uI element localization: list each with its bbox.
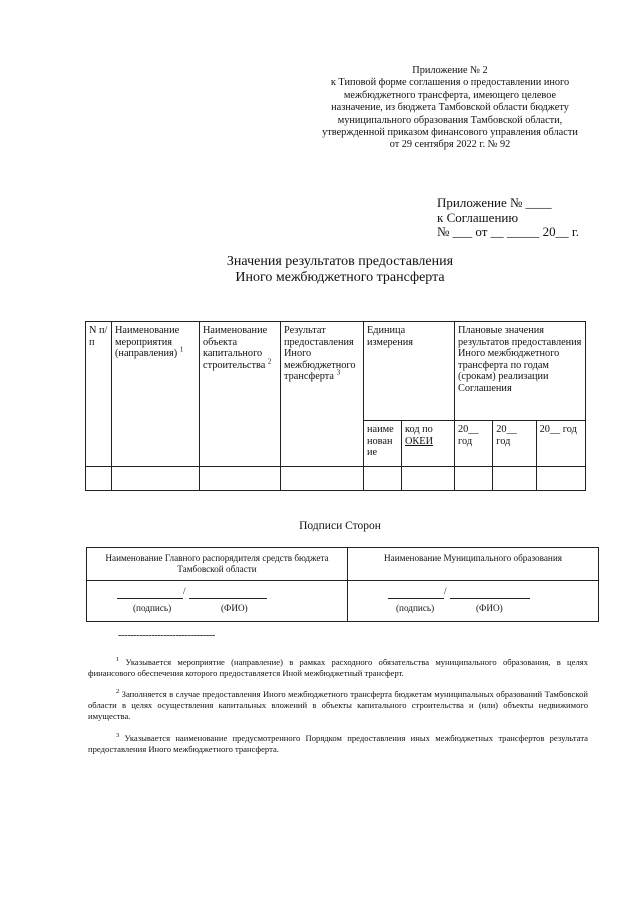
title-line-1: Значения результатов предоставления	[226, 254, 454, 269]
appendix-line: к Типовой форме соглашения о предоставлении иного	[330, 77, 570, 89]
appendix-line: Приложение № 2	[412, 65, 488, 76]
footnote-3-text: Указывается наименование предусмотренного Порядком предоставления иных межбюджетных трансфертов результата предоставления Иного межбюджетного трансферта.	[88, 733, 588, 754]
subheader-unit-name: наиме нован ие	[364, 421, 402, 467]
table-cell	[364, 467, 402, 491]
right-signature-cell: / (подпись) (ФИО)	[348, 581, 599, 622]
left-party-name: Наименование Главного распорядителя средств бюджета Тамбовской области	[87, 548, 348, 581]
table-cell	[402, 467, 455, 491]
signatures-table	[86, 547, 599, 622]
appendix-line: утвержденной приказом финансового управления области	[322, 127, 578, 139]
left-signature-cell: / (подпись) (ФИО)	[87, 581, 348, 622]
appendix-header	[300, 65, 600, 152]
table-cell	[86, 467, 112, 491]
left-sign-caption: (подпись)	[133, 603, 172, 613]
footnote-1-text: Указывается мероприятие (направление) в рамках расходного обязательства муниципального образования, в целях финансового обеспечения которого предоставляется Иной межбюджетный трансферт.	[88, 657, 588, 678]
title-line-2: Иного межбюджетного трансферта	[235, 270, 445, 285]
table-cell	[200, 467, 281, 491]
left-fio-line	[189, 589, 267, 599]
right-signature-line	[388, 589, 444, 599]
subheader-year-3: 20__ год	[536, 421, 585, 467]
right-party-name: Наименование Муниципального образования	[348, 548, 599, 581]
agreement-number-date: № ___ от __ _____ 20__ г.	[437, 224, 580, 239]
right-fio-caption: (ФИО)	[476, 603, 503, 613]
footnote-separator: --------------------------------	[118, 630, 215, 641]
appendix-line: муниципального образования Тамбовской области,	[337, 114, 563, 126]
signatures-sign-row	[87, 581, 599, 622]
left-fio-caption: (ФИО)	[221, 603, 248, 613]
footnote-3	[88, 733, 588, 755]
footnote-1-number: 1	[116, 656, 120, 664]
table-row	[86, 467, 586, 491]
table-cell	[493, 467, 536, 491]
footnote-ref-1: 1	[179, 345, 184, 354]
header-plan: Плановые значения результатов предоставления Иного межбюджетного трансферта по годам (срокам) реализации Соглашения	[455, 322, 586, 421]
header-unit: Единица измерения	[364, 322, 455, 421]
signatures-title: Подписи Сторон	[299, 520, 381, 532]
right-sign-caption: (подпись)	[396, 603, 435, 613]
left-signature-line	[117, 589, 183, 599]
agreement-ref: к Соглашению	[437, 209, 519, 225]
footnote-2-number: 2	[116, 688, 120, 696]
table-cell	[536, 467, 585, 491]
footnote-2-text: Заполняется в случае предоставления Иного межбюджетного трансферта бюджетам муниципальных образований Тамбовской области в целях осуществления капитальных вложений в объекты капитального строительства и (или) объекты недвижимого имущества.	[88, 689, 588, 721]
header-object: Наименование объекта капитального строительства $^2$	[200, 322, 281, 467]
footnote-2	[88, 689, 588, 721]
appendix-line: назначение, из бюджета Тамбовской области бюджету	[331, 102, 569, 114]
header-result: Результат предоставления Иного межбюджетного трансферта $^3$	[281, 322, 364, 467]
document-title	[180, 254, 500, 286]
header-num: N п/п	[86, 322, 112, 467]
subheader-year-2: 20__ год	[493, 421, 536, 467]
footnote-1	[88, 657, 588, 679]
agreement-appendix-block	[437, 196, 579, 240]
appendix-line: межбюджетного трансферта, имеющего целевое	[343, 89, 557, 101]
table-header-row	[86, 322, 586, 421]
subheader-unit-okei: код по ОКЕИ	[402, 421, 455, 467]
subheader-year-1: 20__ год	[455, 421, 493, 467]
header-event: Наименование мероприятия (направления) $^1$	[112, 322, 200, 467]
appendix-line: от 29 сентября 2022 г. № 92	[389, 139, 511, 151]
footnote-ref-2: 2	[267, 357, 272, 366]
footnote-3-number: 3	[116, 732, 120, 740]
table-cell	[281, 467, 364, 491]
agreement-appendix-number: Приложение № ____	[437, 195, 552, 210]
table-cell	[112, 467, 200, 491]
footnote-ref-3: 3	[336, 368, 341, 377]
table-cell	[455, 467, 493, 491]
signatures-header-row	[87, 548, 599, 581]
right-fio-line	[450, 589, 530, 599]
results-table	[85, 321, 586, 491]
